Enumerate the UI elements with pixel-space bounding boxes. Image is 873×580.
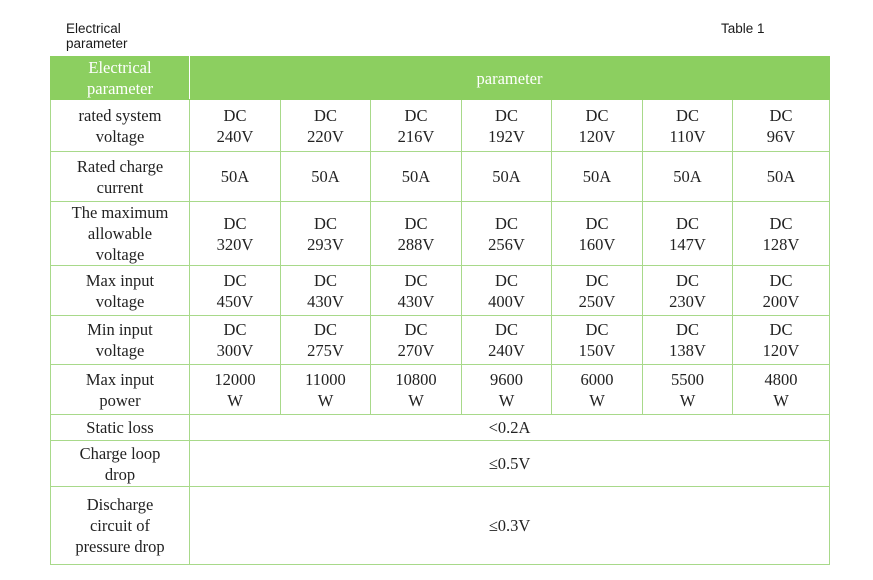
- value-cell: DC 270V: [371, 316, 462, 365]
- value-cell: DC 120V: [733, 316, 830, 365]
- value-cell: DC 400V: [462, 266, 552, 316]
- value-cell: DC 200V: [733, 266, 830, 316]
- table-row: [51, 415, 830, 441]
- value-cell: DC 288V: [371, 202, 462, 266]
- value-cell: DC 96V: [733, 100, 830, 152]
- merged-value-cell: ≤0.5V: [190, 441, 830, 487]
- value-cell: DC 220V: [281, 100, 371, 152]
- row-label: Max input voltage: [51, 266, 190, 316]
- value-cell: 10800 W: [371, 365, 462, 415]
- value-cell: 50A: [371, 152, 462, 202]
- value-cell: 12000 W: [190, 365, 281, 415]
- row-label: Static loss: [51, 415, 190, 441]
- value-cell: DC 430V: [281, 266, 371, 316]
- table-row: [51, 152, 830, 202]
- row-label: Discharge circuit of pressure drop: [51, 487, 190, 565]
- value-cell: DC 160V: [552, 202, 643, 266]
- table-row: [51, 316, 830, 365]
- row-label: Rated charge current: [51, 152, 190, 202]
- value-cell: 50A: [190, 152, 281, 202]
- table-number: Table 1: [721, 21, 765, 36]
- value-cell: 5500 W: [643, 365, 733, 415]
- row-label: rated system voltage: [51, 100, 190, 152]
- electrical-parameter-table: [50, 56, 830, 565]
- value-cell: DC 275V: [281, 316, 371, 365]
- value-cell: DC 230V: [643, 266, 733, 316]
- value-cell: 11000 W: [281, 365, 371, 415]
- value-cell: DC 128V: [733, 202, 830, 266]
- value-cell: DC 240V: [462, 316, 552, 365]
- value-cell: DC 110V: [643, 100, 733, 152]
- row-label: Min input voltage: [51, 316, 190, 365]
- value-cell: DC 256V: [462, 202, 552, 266]
- merged-value-cell: ≤0.3V: [190, 487, 830, 565]
- value-cell: DC 138V: [643, 316, 733, 365]
- value-cell: DC 293V: [281, 202, 371, 266]
- value-cell: DC 147V: [643, 202, 733, 266]
- value-cell: 50A: [552, 152, 643, 202]
- value-cell: 50A: [643, 152, 733, 202]
- table-row: [51, 487, 830, 565]
- header-label-cell: Electrical parameter: [51, 57, 190, 100]
- value-cell: 50A: [281, 152, 371, 202]
- row-label: The maximum allowable voltage: [51, 202, 190, 266]
- value-cell: DC 240V: [190, 100, 281, 152]
- table-row: [51, 202, 830, 266]
- value-cell: 9600 W: [462, 365, 552, 415]
- row-label: Max input power: [51, 365, 190, 415]
- value-cell: DC 320V: [190, 202, 281, 266]
- value-cell: 4800 W: [733, 365, 830, 415]
- table-row: [51, 266, 830, 316]
- value-cell: DC 216V: [371, 100, 462, 152]
- table-row: [51, 100, 830, 152]
- value-cell: DC 430V: [371, 266, 462, 316]
- value-cell: DC 192V: [462, 100, 552, 152]
- value-cell: 50A: [462, 152, 552, 202]
- value-cell: 6000 W: [552, 365, 643, 415]
- value-cell: DC 150V: [552, 316, 643, 365]
- header-parameter-cell: parameter: [190, 57, 830, 100]
- table-row: [51, 365, 830, 415]
- value-cell: DC 120V: [552, 100, 643, 152]
- section-title: Electrical parameter: [66, 21, 128, 51]
- table-row: [51, 441, 830, 487]
- merged-value-cell: <0.2A: [190, 415, 830, 441]
- value-cell: DC 300V: [190, 316, 281, 365]
- row-label: Charge loop drop: [51, 441, 190, 487]
- value-cell: 50A: [733, 152, 830, 202]
- value-cell: DC 250V: [552, 266, 643, 316]
- value-cell: DC 450V: [190, 266, 281, 316]
